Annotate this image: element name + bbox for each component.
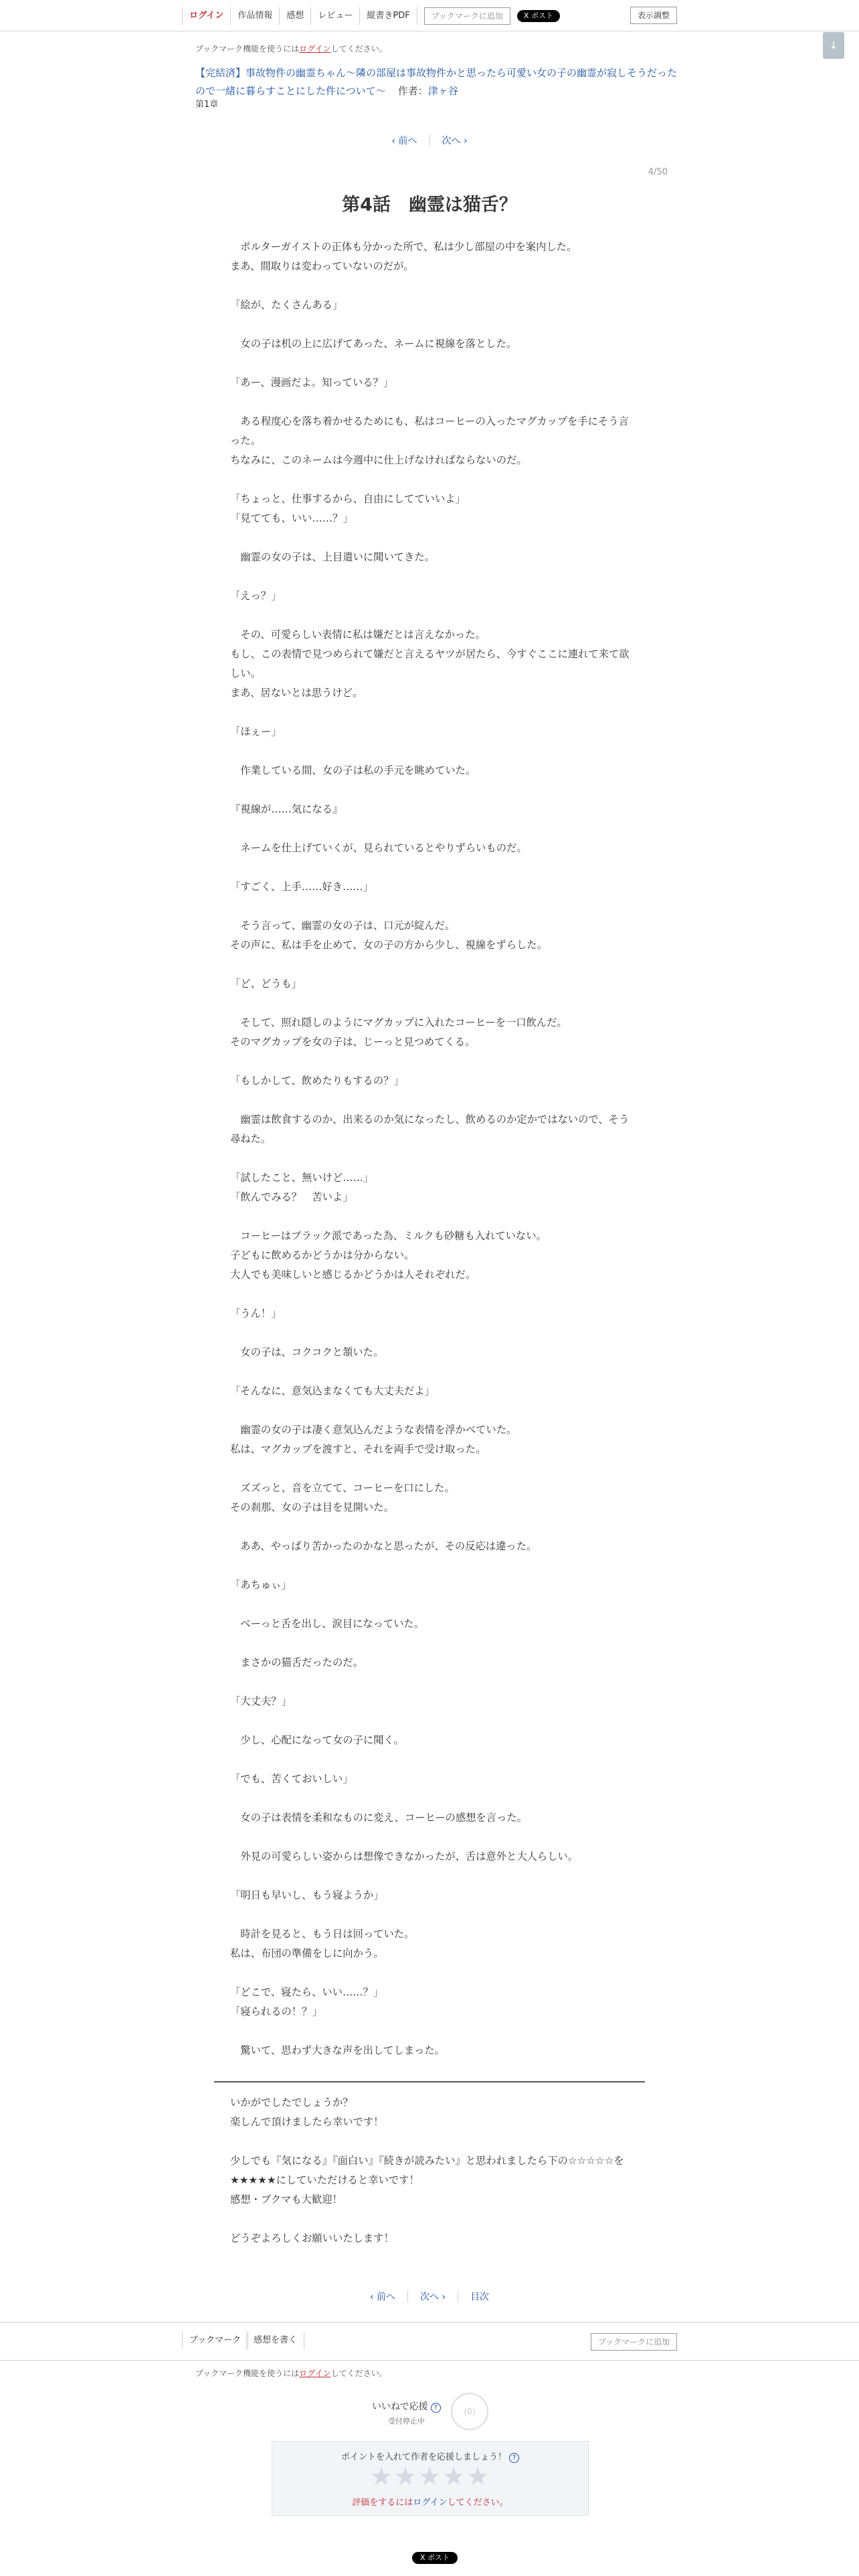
header-nav — [182, 7, 560, 25]
rating-title: ポイントを入れて作者を応援しましょう！ — [341, 2452, 506, 2462]
text-line: 子どもに飲めるかどうかは分からない。 — [230, 1249, 415, 1261]
text-line: べーっと舌を出し、涙目になっていた。 — [230, 1618, 425, 1630]
display-settings-button[interactable]: 表示調整 — [630, 7, 677, 24]
text-line — [230, 1556, 632, 1576]
author-link[interactable]: 津ヶ谷 — [427, 85, 458, 97]
text-line — [230, 819, 632, 839]
text-line: 感想・ブクマも大歓迎！ — [230, 2193, 343, 2206]
text-line: 私は、マグカップを渡すと、それを両手で受け取った。 — [230, 1443, 486, 1455]
bookmark-notice-prefix: ブックマーク機能を使うには — [195, 2369, 300, 2378]
text-line — [230, 1789, 632, 1808]
pager-bottom — [0, 2290, 859, 2303]
text-line — [230, 1963, 632, 1983]
text-line: 女の子は、コクコクと頷いた。 — [230, 1346, 384, 1358]
chapter-label: 第1章 — [195, 100, 219, 110]
text-line — [230, 276, 632, 296]
text-line: ある程度心を落ち着かせるためにも、私はコーヒーの入ったマグカップを手にそう言った。 — [230, 415, 629, 447]
iine-status: 受付停止中 — [387, 2417, 425, 2426]
text-line: その刹那、女の子は目を見開いた。 — [230, 1501, 394, 1513]
iine-label: いいねで応援 — [372, 2401, 428, 2412]
text-line: そのマグカップを女の子は、じーっと見つめてくる。 — [230, 1036, 476, 1048]
text-line: 「大丈夫？」 — [230, 1695, 292, 1707]
login-link[interactable]: ログイン — [182, 7, 231, 25]
text-line — [230, 897, 632, 916]
bookmark-notice-login-link[interactable]: ログイン — [299, 2369, 331, 2378]
text-line: 「絵が、たくさんある」 — [230, 299, 343, 311]
site-header — [0, 0, 859, 31]
text-line: 幽霊の女の子は凄く意気込んだような表情を浮かべていた。 — [230, 1424, 517, 1436]
series-header — [195, 64, 677, 100]
work-info-link[interactable]: 作品情報 — [231, 7, 280, 25]
help-circle-icon[interactable]: ? — [509, 2453, 519, 2463]
text-line: 「見てても、いい……？」 — [230, 512, 353, 524]
text-line: まあ、居ないとは思うけど。 — [230, 687, 363, 699]
text-line: 「どこで、寝たら、いい……？」 — [230, 1986, 384, 1998]
text-line: 「試したこと、無いけど……」 — [230, 1172, 374, 1184]
text-line — [230, 1323, 632, 1343]
text-line — [230, 2132, 645, 2151]
afterword — [230, 2093, 645, 2248]
text-line — [230, 1362, 632, 1382]
text-line — [230, 1285, 632, 1304]
text-line — [230, 1828, 632, 1847]
bookmark-add-button[interactable]: ブックマークに追加 — [424, 7, 510, 25]
text-line — [230, 606, 632, 625]
text-line: もし、この表情で見つめられて嫌だと言えるヤツが居たら、今すぐここに連れて来て欲しい。 — [230, 648, 630, 679]
text-line — [230, 742, 632, 761]
text-line: その、可愛らしい表情に私は嫌だとは言えなかった。 — [230, 629, 486, 641]
review-link[interactable]: レビュー — [311, 7, 360, 25]
iine-section — [372, 2399, 441, 2426]
author-label: 作者： — [397, 85, 428, 97]
text-line: 「飲んでみる？ 苦いよ」 — [230, 1191, 353, 1203]
text-line — [230, 567, 632, 586]
text-line — [230, 2022, 632, 2041]
text-line — [230, 1517, 632, 1537]
text-line: ネームを仕上げていくが、見られているとやりずらいものだ。 — [230, 842, 527, 854]
text-line: ポルターガイストの正体も分かった所で、私は少し部屋の中を案内した。 — [230, 241, 577, 253]
rating-login-notice — [272, 2495, 588, 2508]
bookmark-add-button-bottom[interactable]: ブックマークに追加 — [591, 2333, 677, 2351]
afterword-divider — [214, 2081, 645, 2082]
text-line: いかがでしたでしょうか？ — [230, 2097, 353, 2109]
episode-body — [230, 237, 632, 2060]
text-line: そう言って、幽霊の女の子は、口元が綻んだ。 — [230, 920, 456, 932]
text-line: 「あちゅぃ」 — [230, 1579, 292, 1591]
text-line: どうぞよろしくお願いいたします！ — [230, 2232, 394, 2244]
text-line: 少し、心配になって女の子に聞く。 — [230, 1734, 404, 1746]
bookmark-notice-prefix: ブックマーク機能を使うには — [195, 44, 300, 53]
text-line: 「ほぇー」 — [230, 726, 282, 738]
text-line — [230, 1149, 632, 1168]
rating-login-suffix: してください。 — [447, 2498, 508, 2508]
text-line: 『視線が……気になる』 — [230, 803, 343, 815]
bookmark-notice — [195, 43, 387, 54]
text-line — [230, 1091, 632, 1110]
text-line: 「でも、苦くておいしい」 — [230, 1773, 353, 1785]
text-line — [230, 1595, 632, 1614]
text-line — [230, 955, 632, 974]
text-line: 「ちょっと、仕事するから、自由にしてていいよ」 — [230, 493, 466, 505]
iine-count: (0) — [464, 2407, 476, 2416]
text-line: 外見の可愛らしい姿からは想像できなかったが、舌は意外と大人らしい。 — [230, 1850, 579, 1862]
text-line: まさかの猫舌だったのだ。 — [230, 1656, 363, 1669]
text-line — [230, 470, 632, 490]
text-line: 「すごく、上手……好き……」 — [230, 881, 373, 893]
text-line: 「あー、漫画だよ。知っている？」 — [230, 377, 394, 389]
text-line — [230, 1750, 632, 1769]
rating-login-prefix: 評価をするには — [352, 2498, 413, 2508]
text-line — [230, 315, 632, 334]
text-line: 少しでも『気になる』『面白い』『続きが読みたい』と思われましたら下の☆☆☆☆☆を★★★★★にしていただけると幸いです！ — [230, 2155, 624, 2186]
impressions-link[interactable]: 感想 — [280, 7, 311, 25]
text-line — [230, 703, 632, 722]
series-title-link[interactable]: 【完結済】事故物件の幽霊ちゃん〜隣の部屋は事故物件かと思ったら可愛い女の子の幽霊が寂しそうだったので一緒に暮らすことにした件について〜 — [195, 67, 678, 97]
text-line: 女の子は机の上に広げてあった、ネームに視線を落とした。 — [230, 338, 517, 350]
text-line: 時計を見ると、もう日は回っていた。 — [230, 1928, 415, 1940]
bookmark-notice-suffix: してください。 — [330, 44, 387, 53]
pager-top — [0, 134, 859, 147]
bookmark-notice-suffix: してください。 — [330, 2369, 387, 2378]
page-count: 4/50 — [648, 167, 668, 177]
text-line — [230, 1634, 632, 1653]
text-line: 私は、布団の準備をしに向かう。 — [230, 1947, 384, 1959]
text-line — [230, 858, 632, 877]
text-line: 「明日も早いし、もう寝ようか」 — [230, 1889, 384, 1901]
text-line: 「うん！」 — [230, 1307, 282, 1319]
text-line: そして、照れ隠しのようにマグカップに入れたコーヒーを一口飲んだ。 — [230, 1016, 567, 1029]
bookmark-notice-login-link[interactable]: ログイン — [299, 44, 331, 53]
text-line — [230, 354, 632, 373]
text-line: 「そんなに、意気込まなくても大丈夫だよ」 — [230, 1385, 435, 1397]
text-line: 幽霊は飲食するのか、出来るのか気になったし、飲めるのか定かではないので、そう尋ねた。 — [230, 1113, 630, 1145]
footer-action-bar — [0, 2322, 859, 2361]
text-line — [230, 1866, 632, 1886]
text-line — [230, 1052, 632, 1071]
vertical-pdf-link[interactable]: 縦書きPDF — [360, 7, 417, 25]
text-line — [230, 1673, 632, 1692]
text-line — [230, 1401, 632, 1420]
iine-button[interactable] — [451, 2393, 488, 2430]
bookmark-notice-bottom — [195, 2367, 387, 2379]
text-line: 「えっ？」 — [230, 590, 282, 602]
rating-login-link[interactable]: ログイン — [413, 2498, 448, 2508]
scroll-down-button[interactable] — [823, 32, 844, 59]
next-episode-link[interactable]: 次へ › — [442, 136, 468, 146]
text-line: まあ、間取りは変わっていないのだが。 — [230, 260, 414, 272]
text-line: ズズっと、音を立てて、コーヒーを口にした。 — [230, 1482, 455, 1494]
text-line: 大人でも美味しいと感じるかどうかは人それぞれだ。 — [230, 1269, 476, 1281]
bookmark-button[interactable]: ブックマーク — [182, 2332, 248, 2349]
next-episode-link-bottom[interactable]: 次へ › — [420, 2292, 446, 2302]
text-line: 女の子は表情を柔和なものに変え、コーヒーの感想を言った。 — [230, 1812, 527, 1824]
episode-title: 第4話 幽霊は猫舌？ — [342, 195, 517, 215]
x-post-button[interactable]: X ポスト — [517, 10, 560, 22]
text-line: ああ、やっぱり苦かったのかなと思ったが、その反応は違った。 — [230, 1540, 537, 1552]
text-line — [230, 780, 632, 800]
text-line: コーヒーはブラック派であった為、ミルクも砂糖も入れていない。 — [230, 1230, 547, 1242]
text-line: 「もしかして、飲めたりもするの？」 — [230, 1075, 404, 1087]
text-line: その声に、私は手を止めて、女の子の方から少し、視線をずらした。 — [230, 939, 547, 951]
help-circle-icon[interactable]: ? — [431, 2403, 441, 2413]
text-line: 作業している間、女の子は私の手元を眺めていた。 — [230, 764, 476, 776]
prev-episode-link[interactable]: ‹ 前へ — [391, 136, 417, 146]
text-line: 「ど、どうも」 — [230, 978, 302, 990]
text-line — [230, 1711, 632, 1731]
prev-episode-link-bottom[interactable]: ‹ 前へ — [369, 2292, 395, 2302]
rating-box — [272, 2441, 589, 2516]
text-line: 幽霊の女の子は、上目遣いに聞いてきた。 — [230, 551, 435, 563]
text-line — [230, 2210, 645, 2229]
text-line — [230, 994, 632, 1013]
text-line — [230, 393, 632, 412]
star-rating[interactable]: ★★★★★ — [369, 2462, 491, 2491]
text-line: ちなみに、このネームは今週中に仕上げなければならないのだ。 — [230, 454, 527, 466]
text-line — [230, 1459, 632, 1479]
toc-link[interactable]: 目次 — [470, 2292, 490, 2302]
text-line: 楽しんで頂けましたら幸いです！ — [230, 2116, 384, 2128]
text-line — [230, 1905, 632, 1925]
arrow-down-icon: ↓ — [829, 39, 838, 51]
write-review-button[interactable]: 感想を書く — [246, 2332, 304, 2349]
text-line: 驚いて、思わず大きな声を出してしまった。 — [230, 2044, 445, 2056]
text-line — [230, 1207, 632, 1226]
text-line — [230, 528, 632, 548]
text-line: 「寝られるの！？」 — [230, 2006, 322, 2018]
x-post-button-bottom[interactable]: X ポスト — [412, 2552, 458, 2564]
